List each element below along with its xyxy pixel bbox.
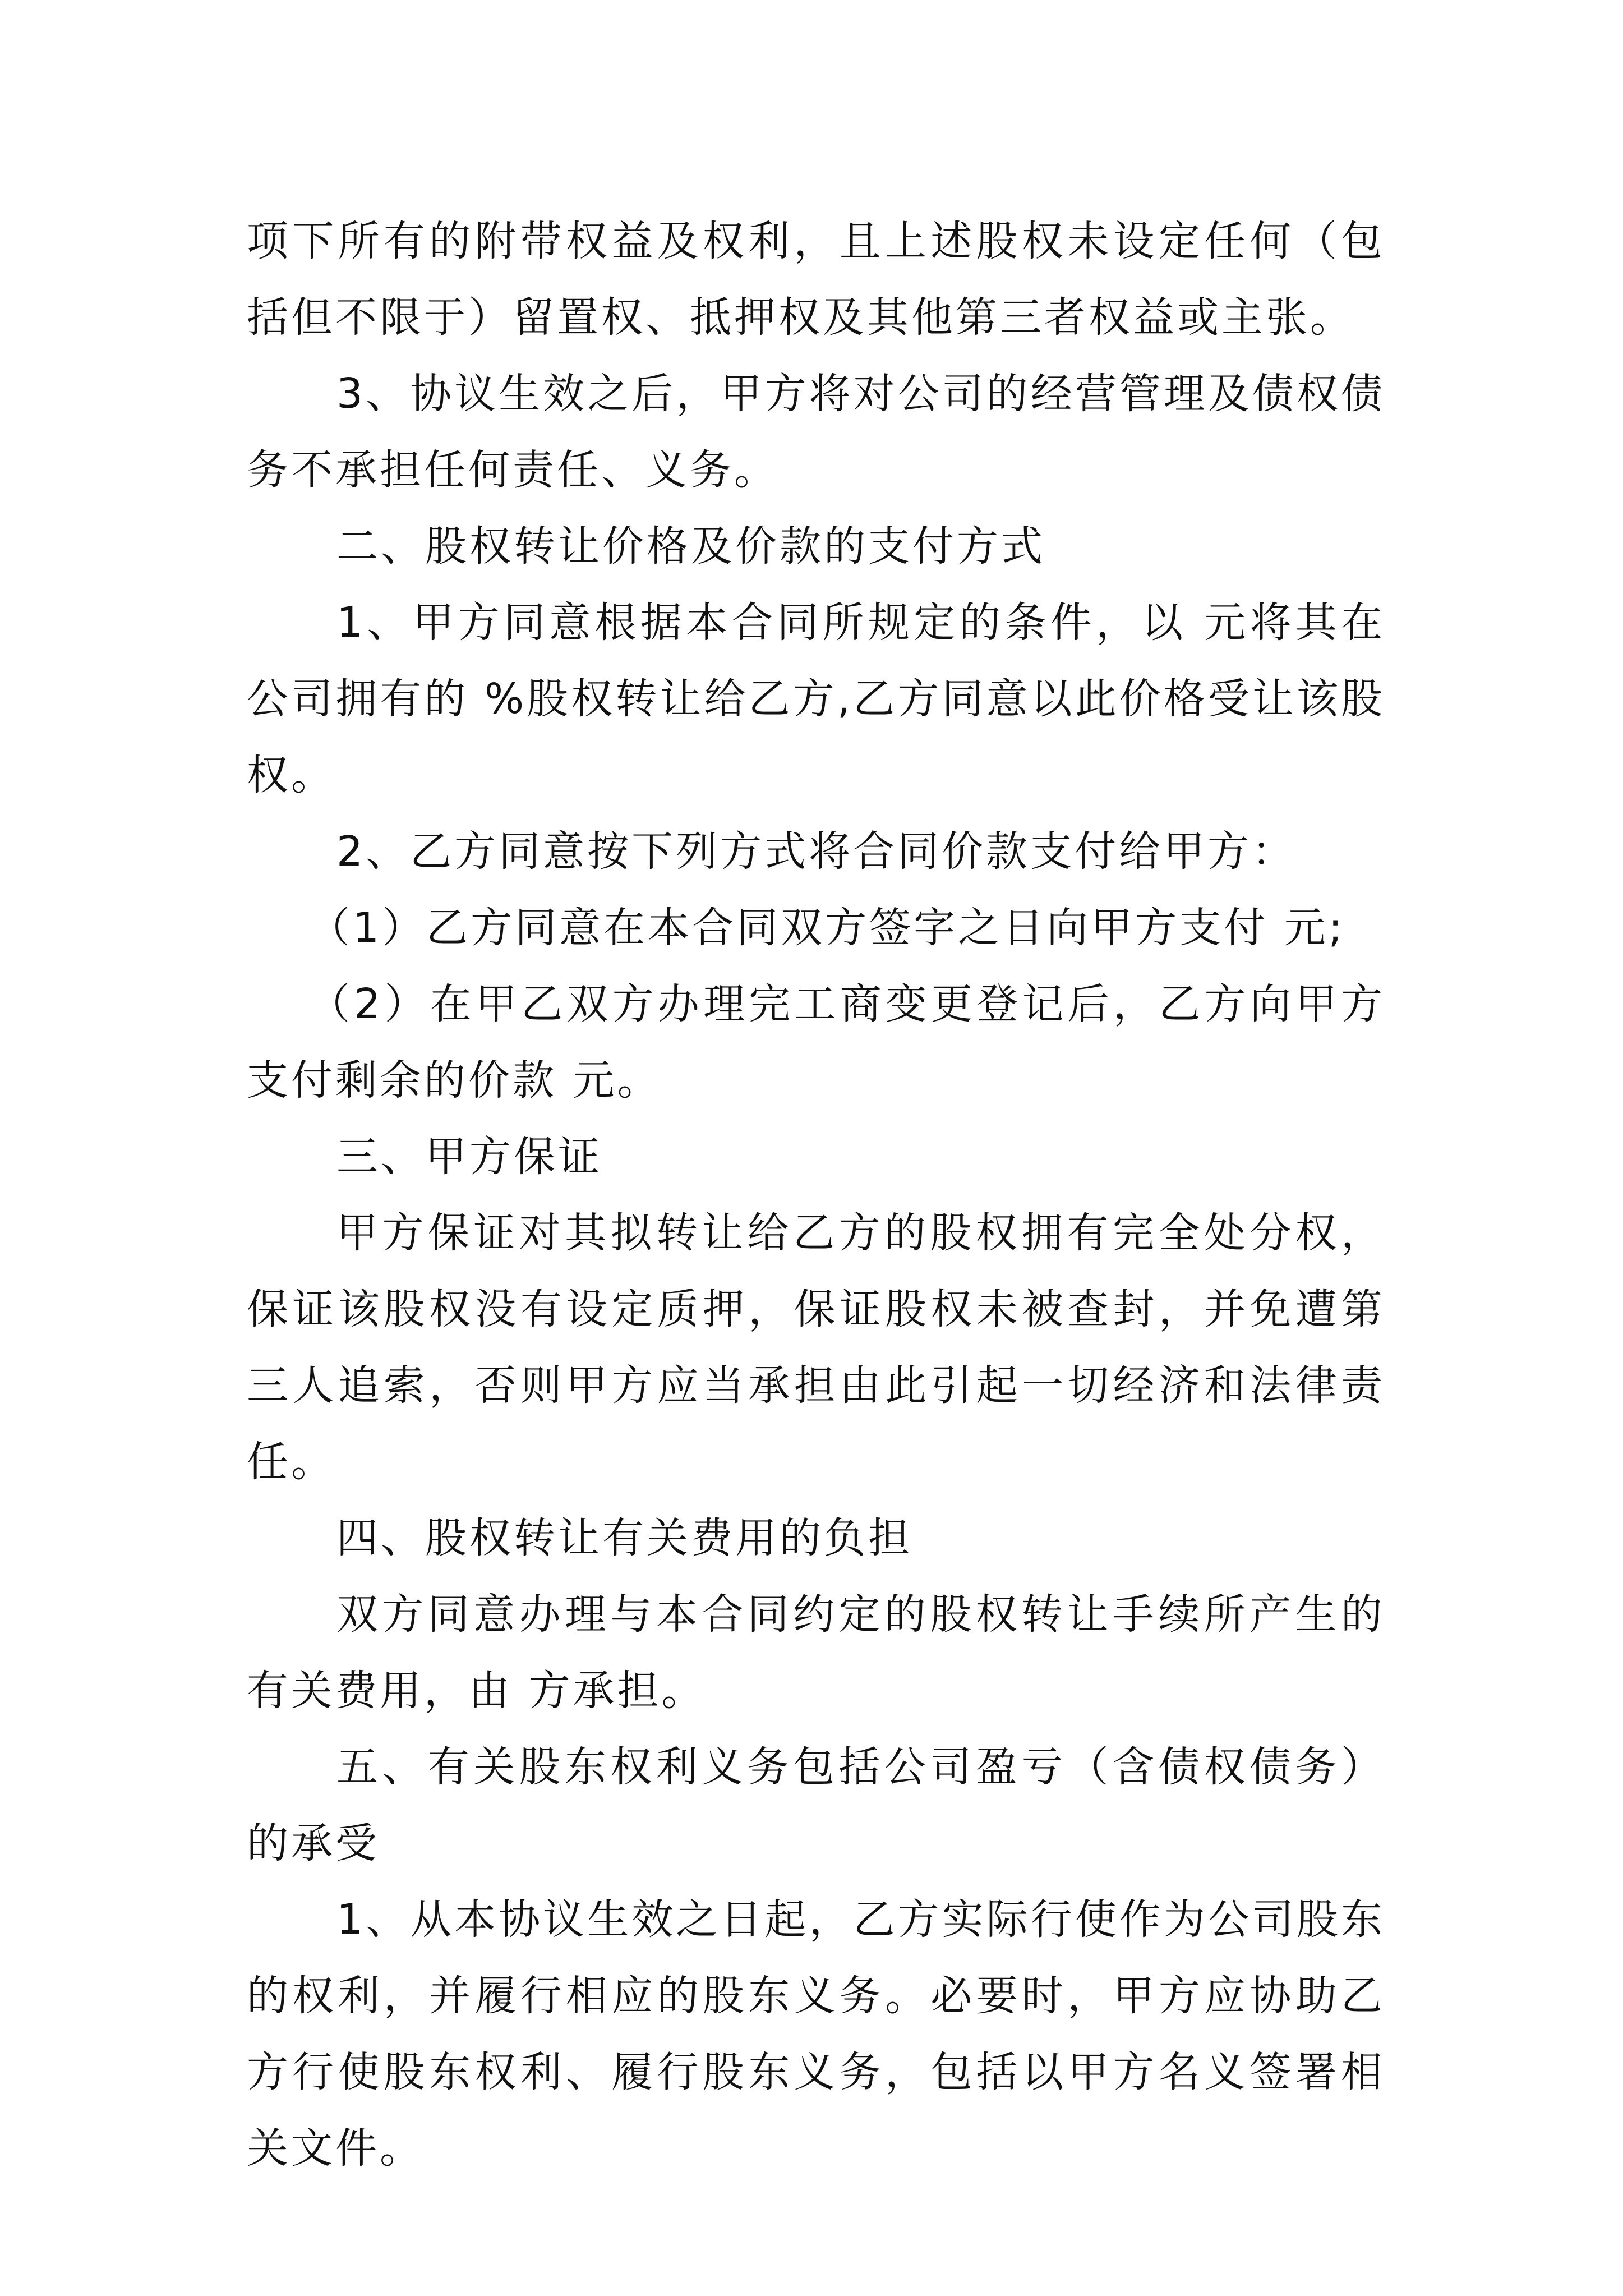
- paragraph-payment-clause-2: 2、乙方同意按下列方式将合同价款支付给甲方：: [336, 827, 1297, 876]
- section-heading-5: 五、有关股东权利义务包括公司盈亏（含债权债务）的承受: [247, 1743, 1385, 1867]
- paragraph-continuation: 项下所有的附带权益及权利，且上述股权未设定任何（包括但不限于）留置权、抵押权及其他第三者权益或主张。: [247, 217, 1385, 342]
- document-body: [247, 203, 1385, 2187]
- payment-item-1: （1）乙方同意在本合同双方签字之日向甲方支付 元;: [308, 904, 1345, 952]
- paragraph-fees: 双方同意办理与本合同约定的股权转让手续所产生的有关费用，由 方承担。: [247, 1590, 1385, 1715]
- paragraph-guarantee: 甲方保证对其拟转让给乙方的股权拥有完全处分权，保证该股权没有设定质押，保证股权未被查封，并免遭第三人追索，否则甲方应当承担由此引起一切经济和法律责任。: [247, 1209, 1385, 1486]
- paragraph-price-clause-1: 1、甲方同意根据本合同所规定的条件，以 元将其在公司拥有的 %股权转让给乙方,乙方同意以此价格受让该股权。: [247, 599, 1385, 799]
- paragraph-clause-3: 3、协议生效之后，甲方将对公司的经营管理及债权债务不承担任何责任、义务。: [247, 370, 1385, 494]
- paragraph-shareholder-rights: 1、从本协议生效之日起，乙方实际行使作为公司股东的权利，并履行相应的股东义务。必要时，甲方应协助乙方行使股东权利、履行股东义务，包括以甲方名义签署相关文件。: [247, 1895, 1385, 2173]
- section-heading-2: 二、股权转让价格及价款的支付方式: [336, 522, 1045, 570]
- payment-item-2: （2）在甲乙双方办理完工商变更登记后，乙方向甲方支付剩余的价款 元。: [247, 980, 1385, 1105]
- section-heading-3: 三、甲方保证: [336, 1133, 602, 1181]
- section-heading-4: 四、股权转让有关费用的负担: [336, 1514, 912, 1562]
